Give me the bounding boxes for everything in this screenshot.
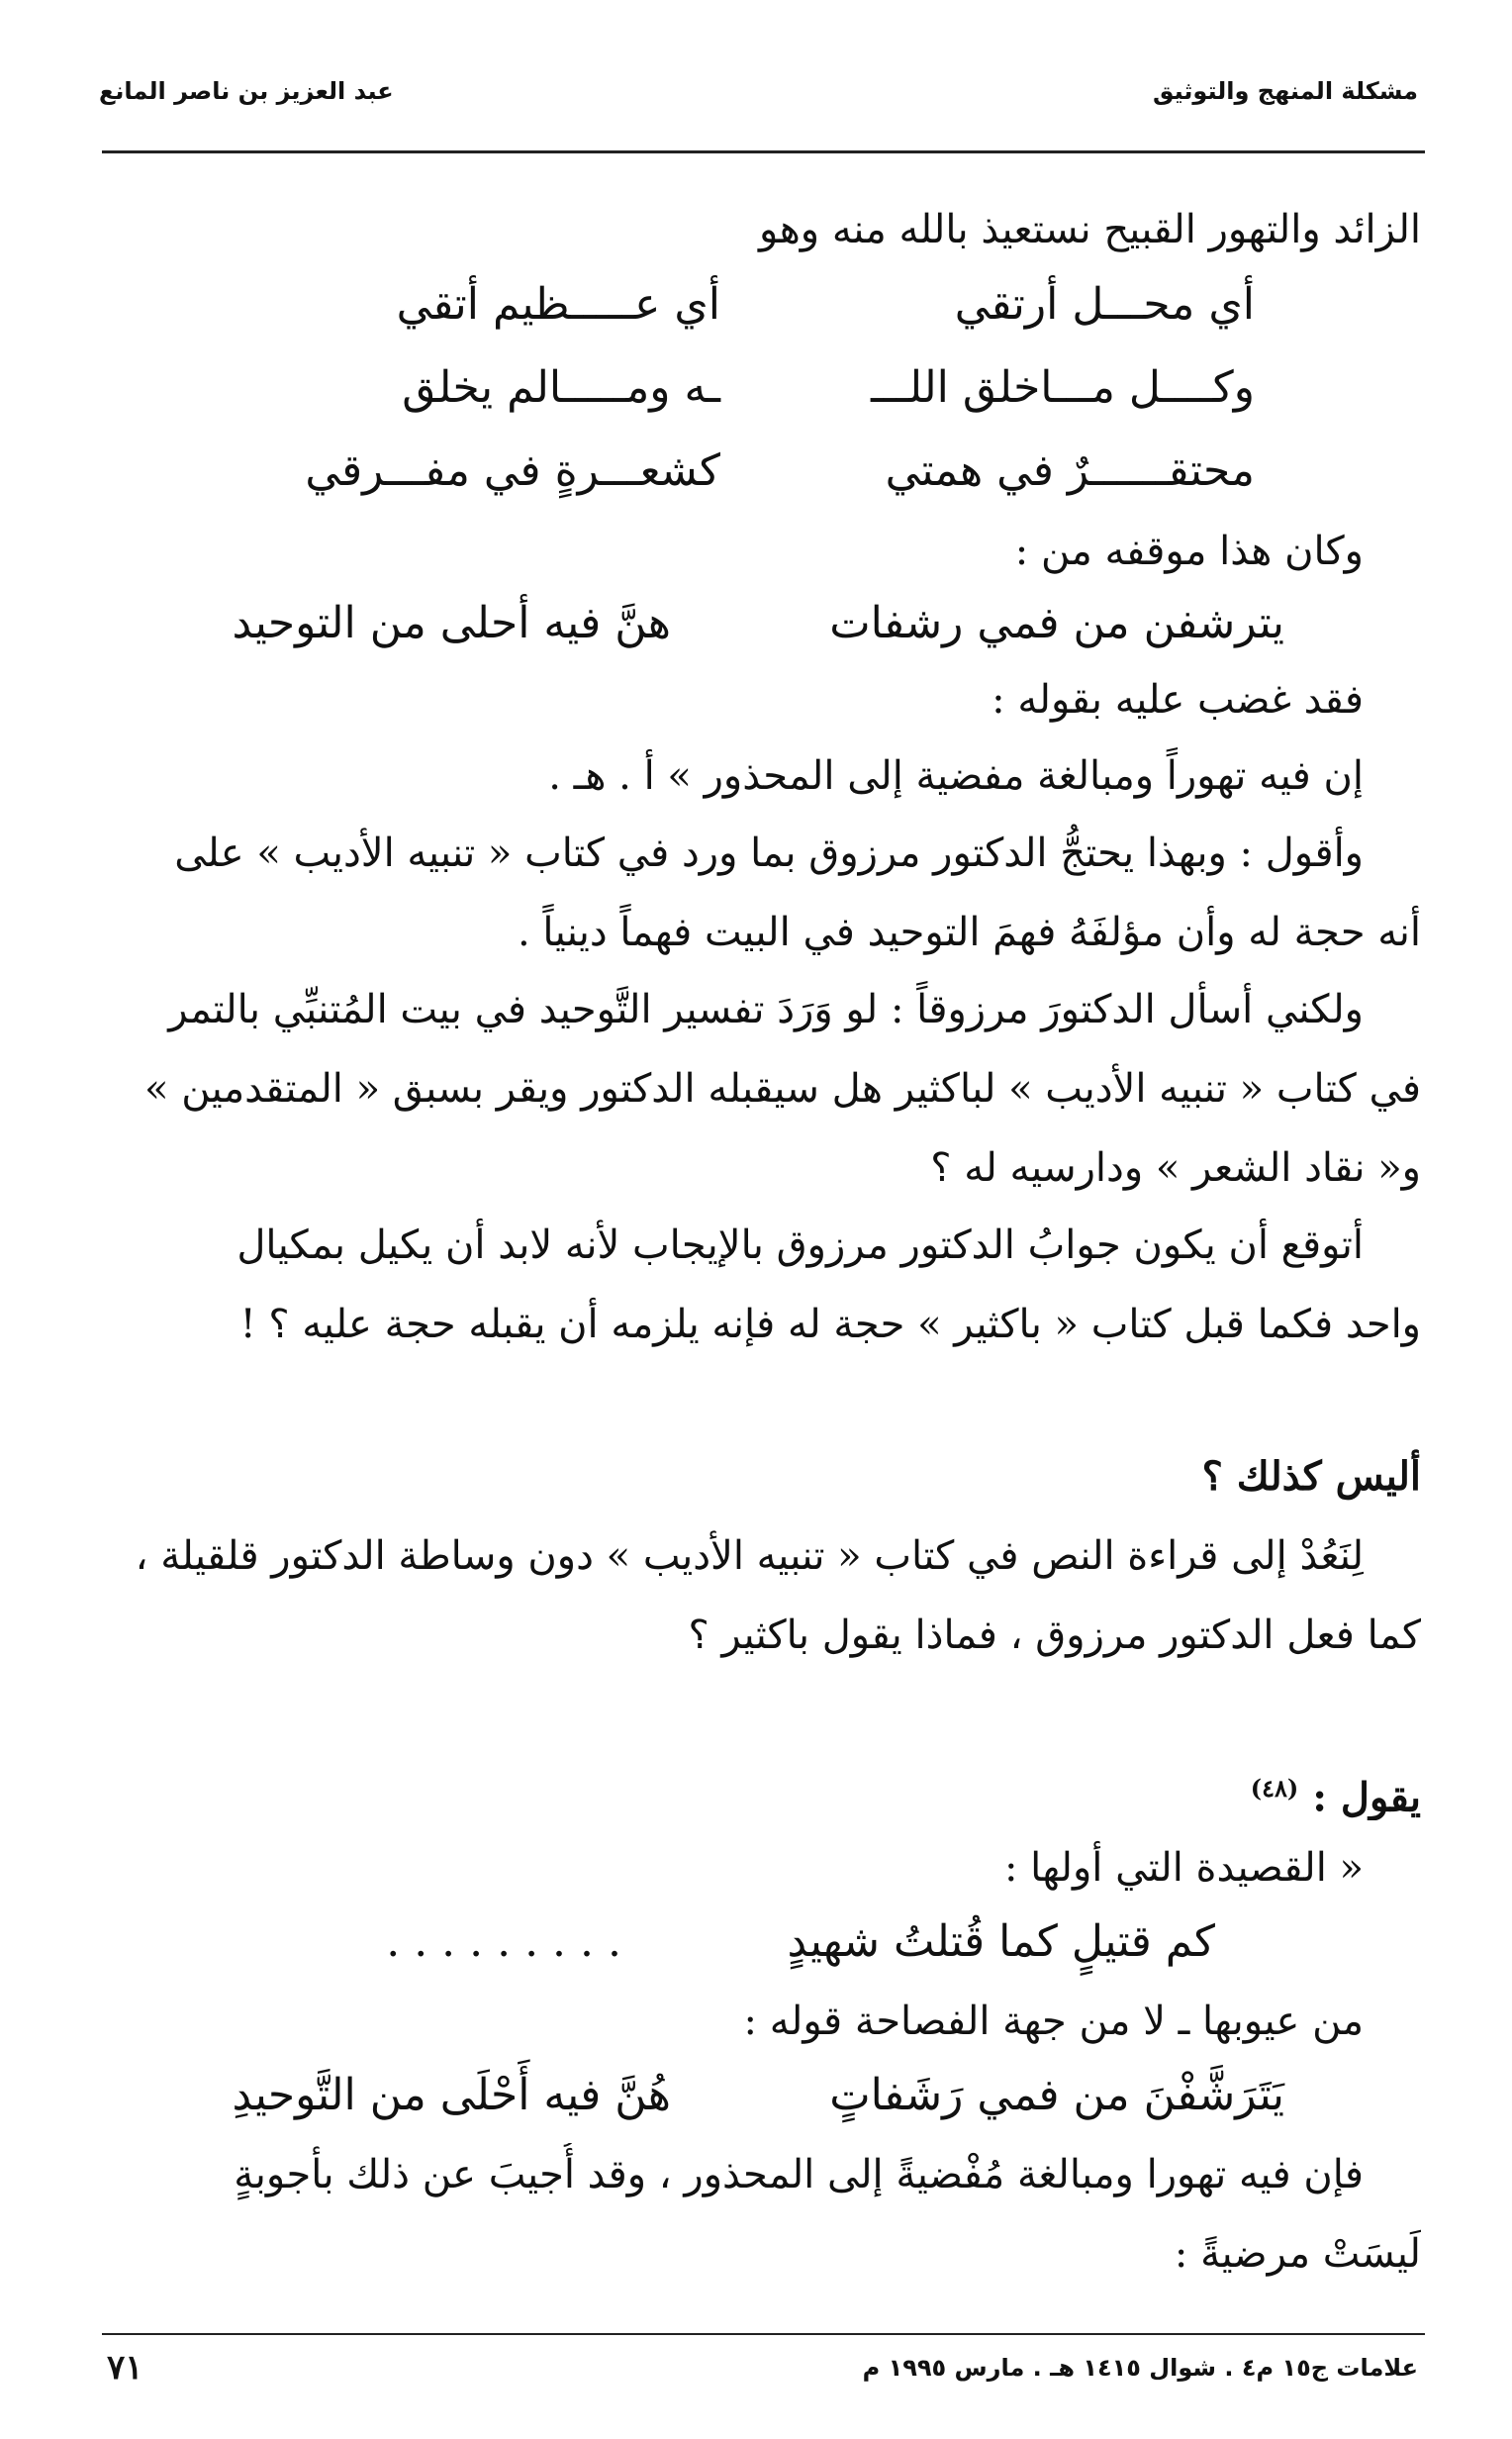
- text-line: إن فيه تهوراً ومبالغة مفضية إلى المحذور » أ . هـ .: [548, 753, 1364, 799]
- verse-hemistich-right: كم قتيلٍ كما قُتلتُ شهيدٍ: [787, 1916, 1215, 1967]
- verse-hemistich-right: يترشفن من فمي رشفات: [829, 598, 1284, 648]
- text-line: أتوقع أن يكون جوابُ الدكتور مرزوق بالإيجاب لأنه لابد أن يكيل بمكيال: [236, 1222, 1364, 1268]
- text-line: ولكني أسأل الدكتورَ مرزوقاً : لو وَرَدَ تفسير التَّوحيد في بيت المُتنبِّي بالتمر: [168, 987, 1364, 1032]
- text-line: الزائد والتهور القبيح نستعيذ بالله منه وهو: [759, 207, 1421, 252]
- text-line: فإن فيه تهورا ومبالغة مُفْضيةً إلى المحذور ، وقد أُجيبَ عن ذلك بأجوبةٍ: [234, 2152, 1364, 2197]
- page-number: ٧١: [107, 2348, 143, 2388]
- text-line: من عيوبها ـ لا من جهة الفصاحة قوله :: [743, 1999, 1364, 2044]
- text-line: لِنَعُدْ إلى قراءة النص في كتاب « تنبيه الأديب » دون وساطة الدكتور قلقيلة ،: [135, 1533, 1364, 1579]
- text-line: في كتاب « تنبيه الأديب » لباكثير هل سيقبله الدكتور ويقر بسبق « المتقدمين »: [144, 1066, 1421, 1112]
- footer-rule: [102, 2333, 1425, 2335]
- text-line: وكان هذا موقفه من :: [1014, 529, 1364, 574]
- verse-hemistich-right: وكــــل مـــاخلق اللـــ: [870, 362, 1255, 413]
- running-title: مشكلة المنهج والتوثيق: [1152, 77, 1418, 105]
- text-line: أنه حجة له وأن مؤلفَهُ فهمَ التوحيد في البيت فهماً دينياً .: [518, 910, 1421, 955]
- verse-hemistich-right: يَتَرَشَّفْنَ من فمي رَشَفاتٍ: [829, 2070, 1284, 2120]
- section-heading: أليس كذلك ؟: [1201, 1453, 1421, 1500]
- verse-hemistich-left: هُنَّ فيه أَحْلَى من التَّوحيدِ: [232, 2070, 671, 2120]
- text-line: واحد فكما قبل كتاب « باكثير » حجة له فإنه يلزمه أن يقبله حجة عليه ؟ !: [239, 1302, 1421, 1347]
- text-line: « القصيدة التي أولها :: [1003, 1845, 1364, 1891]
- text-line: وأقول : وبهذا يحتجُّ الدكتور مرزوق بما ورد في كتاب « تنبيه الأديب » على: [174, 830, 1364, 876]
- header-rule: [102, 150, 1425, 153]
- verse-hemistich-left: ـه ومـــــالم يخلق: [402, 362, 720, 413]
- text-line: و« نقاد الشعر » ودارسيه له ؟: [930, 1145, 1421, 1191]
- verse-hemistich-left: . . . . . . . . .: [386, 1916, 621, 1967]
- author-name: عبد العزيز بن ناصر المانع: [99, 77, 394, 105]
- text-line: كما فعل الدكتور مرزوق ، فماذا يقول باكثير ؟: [688, 1612, 1421, 1658]
- verse-hemistich-left: هنَّ فيه أحلى من التوحيد: [232, 598, 671, 648]
- text-line: فقد غضب عليه بقوله :: [992, 677, 1364, 723]
- quote-intro-text: يقول :: [1312, 1774, 1421, 1820]
- footnote-reference: (٤٨): [1250, 1774, 1299, 1803]
- verse-hemistich-left: كشعـــرةٍ في مفـــرقي: [305, 445, 720, 496]
- verse-hemistich-right: محتقــــــرٌ في همتي: [885, 445, 1255, 496]
- journal-citation: علامات ج١٥ م٤ . شوال ١٤١٥ هـ . مارس ١٩٩٥ م: [862, 2354, 1418, 2382]
- quote-intro: [111, 1757, 1421, 1820]
- text-line: لَيسَتْ مرضيةً :: [1174, 2231, 1421, 2277]
- verse-hemistich-left: أي عـــــظيم أتقي: [396, 279, 720, 330]
- verse-hemistich-right: أي محـــل أرتقي: [954, 279, 1255, 330]
